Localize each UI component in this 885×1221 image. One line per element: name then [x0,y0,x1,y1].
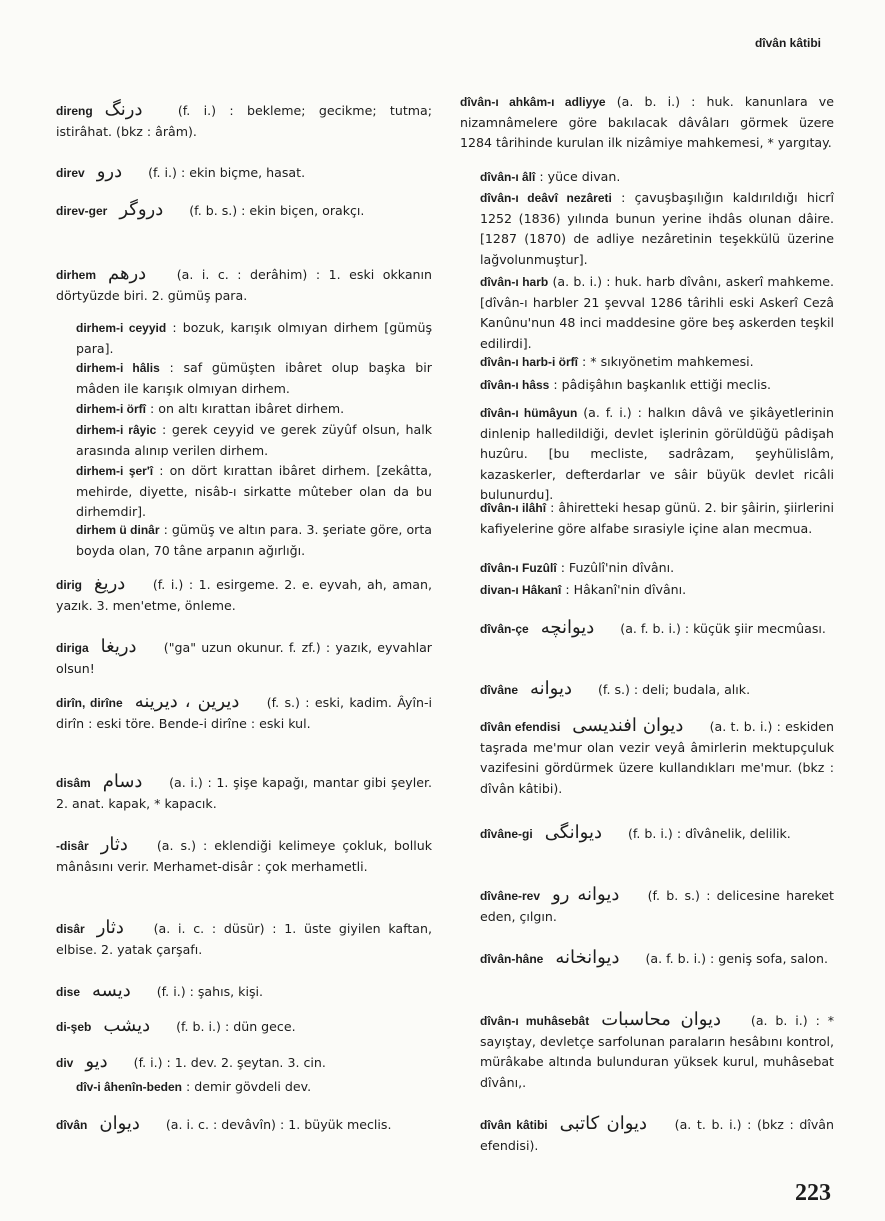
entry-headword: dîvâne-rev [480,889,541,903]
entry-definition: (f. b. s.) : delicesine hareket eden, çılgın. [480,888,834,924]
entry-arabic-script: درهم [108,263,147,284]
entry-headword: dîvân-ı ilâhî [480,501,547,515]
entry-headword: dirîn, dirîne [56,696,123,710]
dictionary-entry [460,618,834,640]
running-header: dîvân kâtibi [754,36,821,50]
entry-definition: (a. t. b. i.) : eskiden taşrada me'mur olan vezir veyâ âmirlerin mektupçuluk vazifesini gördürmek üzere kullandıkları me'mur. (bkz : dîvân kâtibi). [480,719,834,796]
entry-definition: (a. i. c. : düsür) : 1. üste giyilen kaftan, elbise. 2. yatak çarşafı. [56,921,432,957]
entry-arabic-script: دیوانه رو [552,884,620,905]
entry-definition: (a. b. i.) : huk. kanunlara ve nizamnâmelere göre bakılacak dâvâları görmek üzere 1284 târihinde kurulan ilk nizâmiye mahkemesi, * yargıtay. [460,94,834,150]
entry-arabic-script: دیوانگی [544,822,602,843]
entry-definition: : * sıkıyönetim mahkemesi. [582,354,754,369]
entry-definition: : gümüş ve altın para. 3. şeriate göre, orta boyda olan, 70 tâne arpanın ağırlığı. [76,522,433,558]
entry-headword: dirig [56,578,82,592]
dictionary-entry [56,264,432,306]
entry-definition: : çavuşbaşılığın kaldırıldığı hicrî 1252 (1836) yılında bunun yerine ihdâs olunan dâire. [1287 (1870) de adliye nezâretinin teşekkülü üzerine lağvolunmuştur]. [480,190,834,267]
dictionary-entry [56,100,432,142]
dictionary-entry [56,981,432,1003]
dictionary-entry [460,375,834,396]
entry-headword: -disâr [56,839,89,853]
entry-headword: dîvân efendisi [480,720,561,734]
dictionary-entry [56,420,432,461]
entry-definition: (f. i.) : 1. esirgeme. 2. e. eyvah, ah, aman, yazık. 3. men'etme, önleme. [56,577,432,613]
entry-definition: (f. i.) : bekleme; gecikme; tutma; istirâhat. (bkz : ârâm). [56,103,432,139]
dictionary-entry [460,823,834,845]
entry-arabic-script: دیوانخانه [555,947,620,968]
dictionary-entry [460,580,834,601]
entry-definition: (a. t. b. i.) : (bkz : dîvân efendisi). [480,1117,834,1153]
dictionary-entry [460,885,834,927]
entry-headword: dîvân-ı harb-i örfî [480,355,579,369]
dictionary-entry [460,352,834,373]
entry-definition: (a. f. b. i.) : küçük şiir mecmûası. [616,621,826,636]
entry-headword: dîvân kâtibi [480,1118,548,1132]
entry-headword: direv [56,166,85,180]
entry-arabic-script: دیو [85,1051,108,1072]
entry-headword: dîv-i âhenîn-beden [76,1080,183,1094]
entry-definition: (f. i.) : şahıs, kişi. [152,984,264,999]
entry-definition: : on altı kırattan ibâret dirhem. [150,401,345,416]
entry-headword: dirhem-i râyic [76,423,157,437]
entry-headword: divan-ı Hâkanî [480,583,562,597]
entry-headword: dirhem [56,268,97,282]
entry-headword: dîvân [56,1118,88,1132]
dictionary-entry [56,162,432,184]
dictionary-entry [56,574,432,616]
entry-definition: : pâdişâhın başkanlık ettiği meclis. [553,377,772,392]
dictionary-entry [56,318,432,359]
entry-headword: dîvân-ı muhâsebât [480,1014,590,1028]
dictionary-entry [460,558,834,579]
entry-definition: (a. s.) : eklendiği kelimeye çokluk, bolluk mânâsını verir. Merhamet-disâr : çok merhametli. [56,838,432,874]
entry-definition: : demir gövdeli dev. [186,1079,312,1094]
entry-headword: disâm [56,776,91,790]
dictionary-entry [460,403,834,506]
entry-headword: dîvân-ı Fuzûlî [480,561,557,575]
dictionary-entry [56,461,432,523]
entry-headword: dîvân-ı harb [480,275,549,289]
entry-definition: (f. s.) : deli; budala, alık. [594,682,751,697]
entry-definition: (a. b. i.) : * sayıştay, devletçe sarfolunan paraların hesâbını kontrol, mürâkabe altında bulunduran yüksek kurul, muhâsebat dîvânı,. [480,1013,834,1090]
entry-definition: (f. i.) : ekin biçme, hasat. [144,165,306,180]
dictionary-entry [56,399,432,420]
entry-arabic-script: درنگ [104,99,143,120]
dictionary-entry [460,92,834,154]
entry-arabic-script: دیوان محاسبات [601,1009,722,1030]
dictionary-entry [460,167,834,188]
dictionary-entry [460,1114,834,1156]
entry-headword: dirhem-i şer'î [76,464,154,478]
dictionary-entry [56,520,432,561]
dictionary-entry [460,679,834,701]
entry-headword: dîvâne [480,683,519,697]
entry-headword: dîvân-ı âlî [480,170,536,184]
entry-definition: : yüce divan. [539,169,621,184]
dictionary-entry [460,498,834,539]
entry-arabic-script: دیشب [103,1015,151,1036]
entry-definition: (a. i. c. : devâvîn) : 1. büyük meclis. [161,1117,392,1132]
entry-headword: dirhem-i hâlis [76,361,160,375]
dictionary-entry [56,835,432,877]
entry-definition: (a. f. i.) : halkın dâvâ ve şikâyetlerinin dinlenip halledildiği, devlet işlerinin görüldüğü pâdişah huzûru. [bu mecliste, sadrâzam, şeyhülislâm, kazaskerler, defterdarlar ve sâir büyük devlet ricâli bulunurdu]. [480,405,834,502]
entry-headword: disâr [56,922,85,936]
entry-headword: di-şeb [56,1020,92,1034]
entry-headword: dîvân-hâne [480,952,544,966]
entry-arabic-script: دروگر [119,199,164,220]
entry-definition: : saf gümüşten ibâret olup başka bir mâden ile karışık olmıyan dirhem. [76,360,432,396]
entry-arabic-script: دیوان افندیسی [572,715,684,736]
entry-arabic-script: دسام [102,771,143,792]
entry-arabic-script: دیوان كاتبی [559,1113,648,1134]
page-number: 223 [795,1180,831,1206]
dictionary-entry [56,1016,432,1038]
entry-arabic-script: دیرین ، دیرینه [134,691,240,712]
entry-headword: dîvân-ı ahkâm-ı adliyye [460,95,606,109]
entry-arabic-script: دثار [100,834,128,855]
dictionary-entry [56,358,432,399]
entry-definition: (a. i. c. : derâhim) : 1. eski okkanın dörtyüzde biri. 2. gümüş para. [56,267,432,303]
entry-arabic-script: دریغ [94,573,126,594]
entry-definition: : Hâkanî'nin dîvânı. [565,582,687,597]
entry-arabic-script: دثار [96,917,124,938]
entry-headword: dirhem ü dinâr [76,523,160,537]
dictionary-entry [56,1052,432,1074]
entry-arabic-script: دیوانه [530,678,573,699]
entry-headword: dirhem-i örfî [76,402,147,416]
entry-definition: : bozuk, karışık olmıyan dirhem [gümüş para]. [76,320,433,356]
entry-arabic-script: دیوان [99,1113,140,1134]
entry-definition: (a. f. b. i.) : geniş sofa, salon. [641,951,828,966]
entry-definition: (f. b. i.) : dîvânelik, delilik. [623,826,791,841]
dictionary-entry [460,188,834,270]
dictionary-entry [56,1077,432,1098]
entry-headword: dîvâne-gi [480,827,533,841]
dictionary-entry [460,1010,834,1093]
entry-headword: dîvân-çe [480,622,529,636]
entry-headword: dise [56,985,81,999]
entry-headword: direng [56,104,93,118]
entry-definition: : âhiretteki hesap günü. 2. bir şâirin, şiirlerini kafiyelerine göre alfabe sırasiyle içine alan mecmua. [480,500,834,536]
entry-definition: (f. b. i.) : dün gece. [172,1019,296,1034]
dictionary-entry [56,772,432,814]
entry-definition: (a. i.) : 1. şişe kapağı, mantar gibi şeyler. 2. anat. kapak, * kapacık. [56,775,432,811]
dictionary-entry [56,1114,432,1136]
entry-arabic-script: دیسه [92,980,131,1001]
dictionary-entry [460,272,834,354]
dictionary-entry [56,692,432,734]
entry-definition: : Fuzûlî'nin dîvânı. [560,560,675,575]
entry-headword: dîvân-ı hâss [480,378,550,392]
entry-arabic-script: درو [96,161,123,182]
entry-headword: dirhem-i ceyyid [76,321,167,335]
entry-definition: (a. b. i.) : huk. harb dîvânı, askerî mahkeme. [dîvân-ı harbler 21 şevval 1286 târihli eski Askerî Cezâ Kanûnu'nun 48 inci maddesine göre beş askerden teşkil edilirdi]. [480,274,835,351]
entry-definition: : gerek ceyyid ve gerek züyûf olsun, halk arasında alınıp verilen dirhem. [76,422,432,458]
entry-arabic-script: دریغا [100,636,137,657]
dictionary-entry [56,200,432,222]
entry-definition: ("ga" uzun okunur. f. zf.) : yazık, eyvahlar olsun! [56,640,432,676]
entry-headword: dîvân-ı hümâyun [480,406,578,420]
entry-headword: direv-ger [56,204,108,218]
entry-headword: div [56,1056,74,1070]
dictionary-entry [56,637,432,679]
dictionary-entry [56,918,432,960]
dictionary-entry [460,716,834,799]
entry-headword: dîvân-ı deâvî nezâreti [480,191,612,205]
entry-definition: (f. s.) : eski, kadim. Âyîn-i dirîn : eski töre. Bende-i dirîne : eski kul. [56,695,432,731]
entry-headword: diriga [56,641,89,655]
entry-definition: : on dört kırattan ibâret dirhem. [zekâtta, mehirde, diyette, nisâb-ı sirkatte mûteber olan da bu dirhemdir]. [76,463,432,519]
entry-arabic-script: دیوانچه [540,617,595,638]
dictionary-entry [460,948,834,970]
entry-definition: (f. i.) : 1. dev. 2. şeytan. 3. cin. [129,1055,326,1070]
entry-definition: (f. b. s.) : ekin biçen, orakçı. [185,203,365,218]
